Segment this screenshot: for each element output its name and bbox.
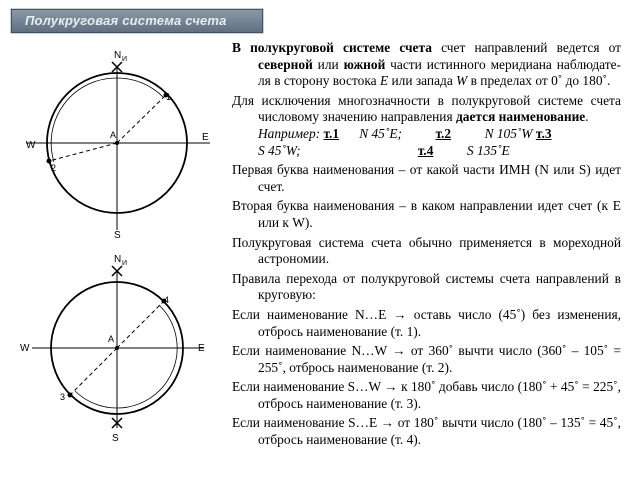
arc-4: [117, 305, 177, 408]
example-point-3: т.3: [535, 125, 552, 141]
west-label: W: [20, 343, 30, 354]
example-value-1: N 45˚E;: [359, 125, 402, 141]
text-run: или: [312, 56, 344, 72]
example-label: Например:: [258, 125, 321, 141]
bearing-line-4: [117, 301, 164, 348]
south-label: S: [114, 230, 121, 241]
semicircular-diagram-2: [14, 248, 224, 458]
west-label: W: [26, 140, 36, 151]
example-point-1: т.1: [323, 125, 340, 141]
paragraph-rules-intro: Правила перехода от полукруговой системы счета направлений в круговую:: [232, 270, 621, 303]
south-label: S: [112, 433, 119, 444]
paragraph-second-letter: Вторая буква наименования – в каком направлении идет счет (к E или к W).: [232, 198, 621, 230]
point-3-label: 3: [60, 392, 66, 402]
paragraph-first-letter: Первая буква наименования – от какой части ИМН (N или S) идет счет.: [232, 162, 621, 194]
center-label: А: [110, 130, 117, 140]
rule-ne: Если наименование N…E → оставь число (45˚) без изменения, отбрось наименование (т. 1).: [232, 306, 621, 339]
center-label: А: [108, 334, 115, 344]
text-run: .: [585, 109, 589, 125]
north-sub-label: И: [122, 56, 128, 63]
examples-block: [232, 126, 621, 159]
explanation-text: [232, 40, 621, 452]
rule-se: Если наименование S…E → от 180˚ вычти число (180˚ – 135˚ = 45˚, отбрось наименование (т. 4).: [232, 415, 621, 448]
semicircular-diagram-1: [14, 40, 224, 250]
example-point-2: т.2: [435, 125, 452, 141]
arc-2: [51, 78, 117, 162]
point-1-label: 1: [166, 92, 172, 102]
center-marker: [115, 141, 119, 145]
text-run: счет направлений ведется от: [431, 40, 621, 55]
term-naming: дается наименование: [455, 109, 586, 125]
point-2-label: 2: [51, 163, 57, 173]
term-north: северной: [258, 56, 313, 72]
rule-sw: Если наименование S…W → к 180˚ добавь число (180˚ + 45˚ = 225˚, отбрось наименование (т. 3).: [232, 379, 621, 411]
bearing-line-3: [70, 348, 117, 395]
term-south: южной: [343, 56, 386, 72]
example-value-3: S 45˚W;: [258, 142, 301, 158]
arc-1: [117, 78, 163, 97]
center-marker: [115, 346, 119, 350]
text-run: части истинного меридиана наблюдате-ля в сторону востока: [258, 56, 622, 89]
paragraph-naming: [232, 93, 621, 126]
paragraph-definition: [232, 40, 621, 90]
north-label: N: [114, 50, 122, 61]
text-run: Для исключения многозначности в полукруговой системе счета числовому значению направления: [232, 92, 621, 125]
example-line-1: [258, 126, 621, 143]
example-point-4: т.4: [417, 142, 434, 158]
point-3-marker: [68, 393, 73, 398]
bearing-line-1: [117, 95, 166, 143]
point-4-label: 4: [164, 295, 170, 305]
arc-3: [75, 391, 117, 408]
bearing-line-2: [49, 143, 117, 161]
east-label: E: [202, 132, 209, 143]
text-run: в пределах от 0˚ до 180˚.: [467, 73, 611, 89]
rule-nw: Если наименование N…W → от 360˚ вычти число (360˚ – 105˚ = 255˚, отбрось наименование (т. 2).: [232, 343, 621, 375]
north-label: N: [114, 254, 122, 265]
example-line-2: [258, 143, 621, 160]
text-run: или запада: [388, 73, 457, 89]
slide-title: Полукруговая система счета: [25, 13, 227, 28]
letter-w: W: [456, 73, 468, 89]
letter-e: E: [379, 73, 389, 89]
east-label: E: [198, 343, 205, 354]
slide-title-bar: [10, 8, 264, 34]
example-value-2: N 105˚W: [484, 125, 533, 141]
example-value-4: S 135˚E: [466, 142, 510, 158]
north-sub-label: И: [122, 260, 128, 267]
paragraph-usage: Полукруговая система счета обычно применяется в мореходной астрономии.: [232, 234, 621, 267]
term-semicircular: В полукруговой системе счета: [232, 40, 432, 55]
